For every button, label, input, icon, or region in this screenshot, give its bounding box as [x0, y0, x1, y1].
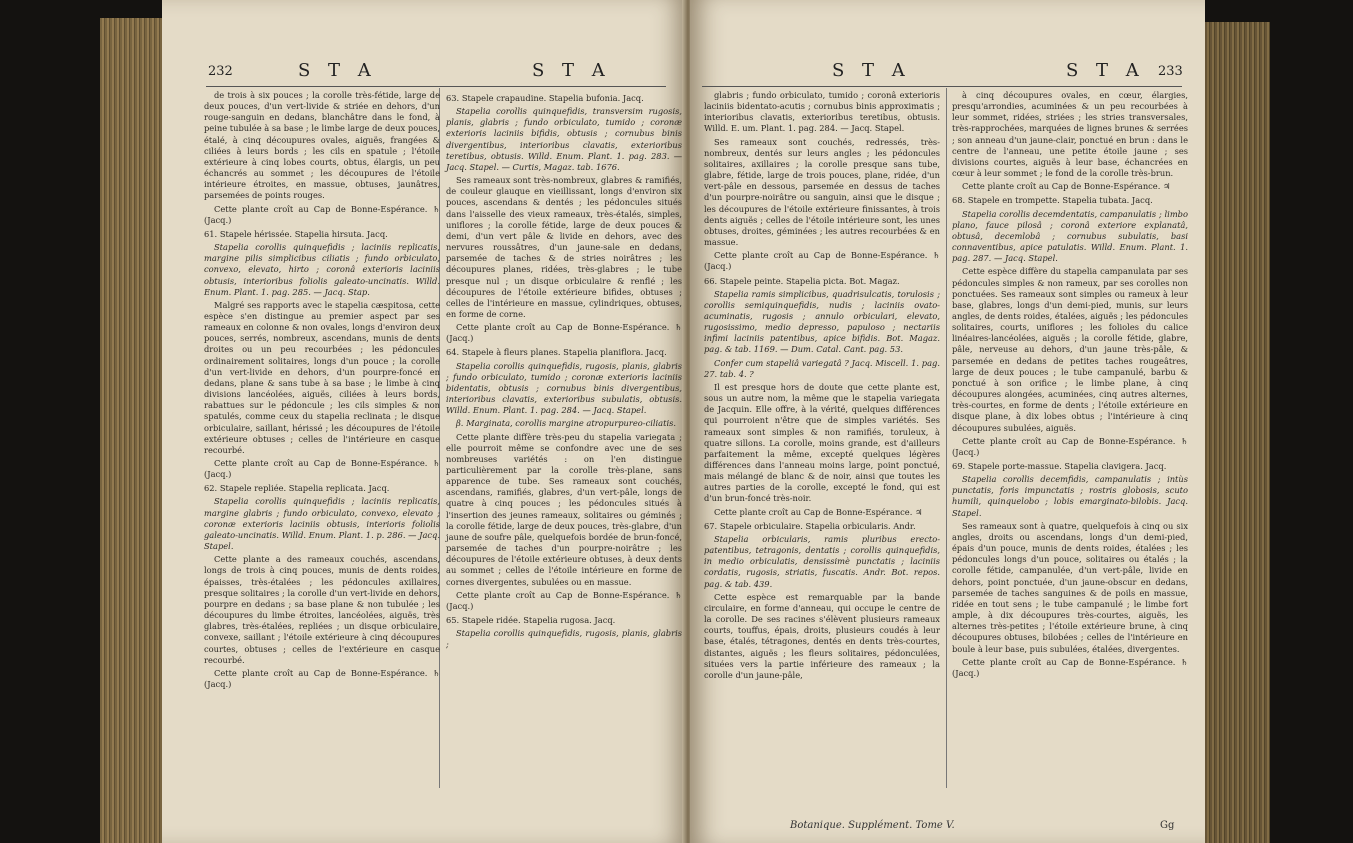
text-column-right-2 [952, 90, 1188, 681]
text-column-left-2 [446, 90, 682, 653]
running-header-left-b: S T A [532, 60, 611, 81]
right-page [690, 0, 1205, 843]
paragraph: Stapelia corollis quinquefidis ; laciniis replicatis, margine glabris ; fundo orbiculato, convexo, elevato ; coronæ exterioris laciniis obtusis, interioris foliolis galeato-uncinatis. Willd. Enum. Plant. 1. p. 286. — Jacq. Stapel. [204, 496, 440, 552]
paragraph: 62. Stapele repliée. Stapelia replicata. Jacq. [204, 483, 390, 494]
paragraph: glabris ; fundo orbiculato, tumido ; coronâ exterioris laciniis bidentato-acutis ; cornubus binis approximatis ; interioribus clavatis, exterioribus teretibus, obtusis. Willd. E. um. Plant. 1. pag. 284. — Jacq. Stapel. [704, 90, 940, 134]
paragraph: Cette plante croît au Cap de Bonne-Espérance. ♄ (Jacq.) [204, 458, 440, 480]
paragraph: Il est presque hors de doute que cette plante est, sous un autre nom, la même que le stapelia variegata de Jacquin. Elle offre, à la vérité, quelques différences qui pourroient n'être que de simples variétés. Ses rameaux sont simples & non ramifiés, toruleux, à quatre sillons. La corolle, moins grande, est d'ailleurs parfaitement la même, excepté quelques légères différences dans l'anneau moins large, point ponctué, mais mélangé de blanc & de noir, ainsi que toutes les autres parties de la corolle, excepté le fond, qui est d'un brun-foncé très-noir. [704, 381, 940, 504]
paragraph: Stapelia corollis decemfidis, campanulatis ; intùs punctatis, foris impunctatis ; rostris globosis, scuto humili, quinquelobo ; lobis emarginato-bilobis. Jacq. Stapel. [952, 474, 1188, 518]
paragraph: de trois à six pouces ; la corolle très-fétide, large de deux pouces, d'un vert-livide & striée en dehors, d'un rouge-sanguin en dedans, blanchâtre dans le fond, à peine tubulée à sa base ; le limbe large de deux pouces, étalé, à cinq découpures ovales, aiguës, frangées & ciliées à leurs bords ; les cils en spatule ; l'étoile extérieure à cinq lobes courts, obtus, élargis, un peu échancrés au sommet ; les découpures de l'étoile intérieure étroites, en massue, obtuses, jaunâtres, parsemées de points rouges. [204, 90, 440, 201]
paragraph: 67. Stapele orbiculaire. Stapelia orbicularis. Andr. [704, 520, 916, 531]
paragraph: Confer cum stapeliâ variegatâ ? Jacq. Miscell. 1. pag. 27. tab. 4. ? [704, 357, 940, 379]
running-header-right-a: S T A [832, 60, 911, 81]
paragraph: Ses rameaux sont à quatre, quelquefois à cinq ou six angles, droits ou ascendans, longs d'un demi-pied, épais d'un pouce, munis de dents roides, étalées ; les pédoncules longs d'un pouce, solitaires ou étalés ; la corolle fétide, campanulée, d'un vert-pâle, livide en dehors, point ponctuée, d'un jaune-obscur en dedans, parsemée de taches sanguines & de poils en massue, ridée en tout sens ; le tube campanulé ; le limbe fort ample, à dix découpures très-courtes, aiguës, les alternes très-petites ; l'étoile extérieure brune, à cinq découpures obtuses, bilobées ; celles de l'intérieure en boule à leur base, puis subulées, étalées, divergentes. [952, 520, 1188, 654]
paragraph: Malgré ses rapports avec le stapelia cæspitosa, cette espèce s'en distingue au premier aspect par ses rameaux en colonne & non ovales, longs d'environ deux pouces, serrés, nombreux, ascendans, munis de dents droites ou un peu recourbées ; les pédoncules ordinairement solitaires, longs d'un pouce ; la corolle d'un vert-livide en dehors, d'un pourpre-foncé en dedans, plane & sans tube à sa base ; le limbe à cinq divisions lancéolées, aiguës, ciliées à leurs bords, rabattues sur le pédoncule ; les cils simples & non spatulés, comme ceux du stapelia reclinata ; le disque orbiculaire, saillant, hérissé ; les découpures de l'étoile extérieure obtuses ; celles de l'intérieure en casque recourbé. [204, 299, 440, 455]
paragraph: Stapelia corollis quinquefidis ; laciniis replicatis, margine pilis simplicibus ciliatis ; fundo orbiculato, convexo, elevato, hirto ; coronâ exterioris laciniis obtusis, interioribus foliolis galeato-uncinatis. Willd. Enum. Plant. 1. pag. 285. — Jacq. Stap. [204, 242, 440, 297]
running-header-left-a: S T A [298, 60, 377, 81]
paragraph: Stapelia corollis quinquefidis, transversim rugosis, planis, glabris ; fundo orbiculato, tumido ; coronæ exterioris laciniis bifidis, obtusis ; cornubus binis divergentibus, interioribus clavatis, exterioribus teretibus, obtusis. Willd. Enum. Plant. 1. pag. 283. — Jacq. Stapel. — Curtis, Magaz. tab. 1676. [446, 106, 682, 172]
running-header-right-b: S T A [1066, 60, 1145, 81]
text-column-right-1 [704, 90, 940, 683]
paragraph: Stapelia corollis decemdentatis, campanulatis ; limbo plano, fauce pilosâ ; coronâ exteriore explanatâ, obtusâ, decemlobâ ; cornubus subulatis, basi connaventibus, apice patulatis. Willd. Enum. Plant. 1. pag. 287. — Jacq. Stapel. [952, 208, 1188, 264]
paragraph: 69. Stapele porte-massue. Stapelia clavigera. Jacq. [952, 461, 1167, 471]
paragraph: Cette plante croît au Cap de Bonne-Espérance. ♄ (Jacq.) [446, 322, 682, 344]
column-divider [946, 88, 947, 788]
page-number-right: 233 [1158, 64, 1183, 79]
page-number-left: 232 [208, 64, 233, 79]
paragraph: 65. Stapele ridée. Stapelia rugosa. Jacq. [446, 615, 616, 626]
paragraph: Cette plante croît au Cap de Bonne-Espérance. ♄ (Jacq.) [704, 250, 940, 272]
header-rule [702, 86, 1182, 87]
paragraph: Cette plante diffère très-peu du stapelia variegata ; elle pourroit même se confondre avec une de ses nombreuses variétés : on l'en distingue particulièrement par la corolle très-plane, sans apparence de tube. Ses rameaux sont couchés, ascendans, ramifiés, glabres, d'un vert-pâle, longs de quatre à cinq pouces ; les pédoncules situés à l'insertion des jeunes rameaux, solitaires ou géminés ; la corolle fétide, large de deux pouces, très-glabre, d'un jaune de soufre pâle, quelquefois bordée de brun-foncé, parsemée de taches d'un pourpre-noirâtre ; les découpures de l'étoile extérieure obtuses, à deux dents au sommet ; celles de l'étoile intérieure en forme de cornes divergentes, subulées ou en massue. [446, 431, 682, 587]
paragraph: Stapelia orbicularis, ramis pluribus erecto-patentibus, tetragonis, dentatis ; corollis quinquefidis, in medio orbiculatis, densissimè punctatis ; laciniis cordatis, rugosis, striatis, fuscatis. Andr. Bot. repos. pag. & tab. 439. [704, 533, 940, 589]
paragraph: Ses rameaux sont très-nombreux, glabres & ramifiés, de couleur glauque en vieillissant, longs d'environ six pouces, ascendans & dentés ; les pédoncules situés dans l'aisselle des vieux rameaux, très-étalés, simples, uniflores ; la corolle fétide, large de deux pouces & demi, d'un vert pâle & livide en dehors, avec des nervures roussâtres, d'un jaune-sale en dedans, parsemée de taches & de stries noirâtres ; les découpures planes, ridées, très-glabres ; le tube presque nul ; un disque orbiculaire & renflé ; les découpures de l'étoile extérieure bifides, obtuses ; celles de l'intérieure en massue, cylindriques, obtuses, en forme de corne. [446, 175, 682, 319]
paragraph: Cette plante croît au Cap de Bonne-Espérance. ♄ (Jacq.) [204, 667, 440, 689]
paragraph: Cette espèce diffère du stapelia campanulata par ses pédoncules simples & non rameux, par ses corolles non ponctuées. Ses rameaux sont simples ou rameux à leur base, glabres, longs d'un demi-pied, munis, sur leurs angles, de dents roides, étalées, aiguës ; les pédoncules solitaires, courts, uniflores ; les folioles du calice linéaires-lancéolées, aiguës ; la corolle fétide, glabre, pâle, nerveuse au dehors, d'un jaune très-pâle, & parsemée en dedans de petites taches rougeâtres, large de deux pouces ; le tube campanulé, barbu & ponctué à son orifice ; le limbe plane, à cinq découpures alongées, acuminées, cinq autres alternes, très-courtes, en forme de dents ; l'étoile extérieure en disque plane, à dix lobes obtus ; l'intérieure à cinq découpures subulées, aiguës. [952, 266, 1188, 433]
paragraph: Ses rameaux sont couchés, redressés, très-nombreux, dentés sur leurs angles ; les pédoncules solitaires, axillaires ; la corolle presque sans tube, glabre, fétide, large de trois pouces, plane, ridée, d'un vert-pâle en dessous, parsemée en dessus de taches d'un pourpre-noirâtre ou sanguin, ainsi que le disque ; les découpures de l'étoile extérieure finissantes, à trois dents aiguës ; celles de l'étoile intérieure sont, les unes obtuses, droites, géminées ; les autres recourbées & en massue. [704, 136, 940, 248]
left-page [162, 0, 687, 843]
paragraph: 68. Stapele en trompette. Stapelia tubata. Jacq. [952, 195, 1153, 206]
paragraph: Stapelia corollis quinquefidis, rugosis, planis, glabris ; [446, 628, 682, 650]
paragraph: Stapelia corollis quinquefidis, rugosis, planis, glabris ; fundo orbiculato, tumido ; coronæ exterioris laciniis bidentatis, obtusis ; cornubus binis divergentibus, interioribus clavatis, exterioribus subulatis, obtusis. Willd. Enum. Plant. 1. pag. 284. — Jacq. Stapel. [446, 360, 682, 416]
paragraph: 61. Stapele hérissée. Stapelia hirsuta. Jacq. [204, 228, 388, 239]
paragraph: Cette plante croît au Cap de Bonne-Espérance. ♄ (Jacq.) [952, 435, 1188, 457]
volume-footer: Botanique. Supplément. Tome V. [790, 820, 955, 831]
paragraph: Cette plante croît au Cap de Bonne-Espérance. ♄ (Jacq.) [204, 203, 440, 225]
paragraph: 66. Stapele peinte. Stapelia picta. Bot. Magaz. [704, 275, 900, 286]
paragraph: Cette plante croît au Cap de Bonne-Espérance. ♄ (Jacq.) [952, 656, 1188, 678]
signature-mark: Gg [1160, 820, 1175, 831]
paragraph: 64. Stapele à fleurs planes. Stapelia planiflora. Jacq. [446, 347, 667, 358]
paragraph: β. Marginata, corollis margine atropurpureo-ciliatis. [456, 418, 677, 429]
paragraph: Cette plante a des rameaux couchés, ascendans, longs de trois à cinq pouces, munis de dents roides, épaisses, très-étalées ; les pédoncules axillaires, presque solitaires ; la corolle d'un vert-livide en dehors, pourpre en dedans ; sa base plane & non tubulée ; les découpures du limbe étroites, lancéolées, aiguës, très glabres, très-étalées, repliées ; un disque orbiculaire, convexe, saillant ; l'étoile extérieure à cinq découpures courtes, obtuses ; celles de l'extérieure en casque recourbé. [204, 554, 440, 665]
paragraph: Cette espèce est remarquable par la bande circulaire, en forme d'anneau, qui occupe le centre de la corolle. De ses racines s'élèvent plusieurs rameaux courts, touffus, épais, droits, plusieurs coudés à leur base, étalés, tétragones, dentés en dents très-courtes, distantes, aiguës ; les fleurs solitaires, pédonculées, situées vers la partie inférieure des rameaux ; la corolle d'un jaune-pâle, [704, 591, 940, 680]
paragraph: à cinq découpures ovales, en cœur, élargies, presqu'arrondies, acuminées & un peu recourbées à leur sommet, ridées, striées ; les stries transversales, très-rapprochées, marquées de lignes brunes & serrées ; son anneau d'un jaune-clair, ponctué en brun : dans le centre de l'anneau, une petite étoile jaune ; ses divisions courtes, aiguës à leur base, échancrées en cœur à leur sommet ; le fond de la corolle très-brun. [952, 90, 1188, 179]
paragraph: Cette plante croît au Cap de Bonne-Espérance. ♄ (Jacq.) [446, 589, 682, 611]
header-rule [206, 86, 666, 87]
text-column-left-1 [204, 90, 440, 692]
paragraph: Stapelia ramis simplicibus, quadrisulcatis, torulosis ; corollis semiquinquefidis, nudis ; laciniis ovato-acuminatis, rugosis ; annulo orbiculari, elevato, rugosissimo, medio depresso, papuloso ; nectariis infimi laciniis patentibus, apice bifidis. Bot. Magaz. pag. & tab. 1169. — Dum. Catal. Cant. pag. 53. [704, 288, 940, 355]
paragraph: Cette plante croît au Cap de Bonne-Espérance. ♃ [962, 181, 1171, 192]
paragraph: Cette plante croît au Cap de Bonne-Espérance. ♃ [714, 506, 923, 517]
paragraph: 63. Stapele crapaudine. Stapelia bufonia. Jacq. [446, 93, 644, 103]
